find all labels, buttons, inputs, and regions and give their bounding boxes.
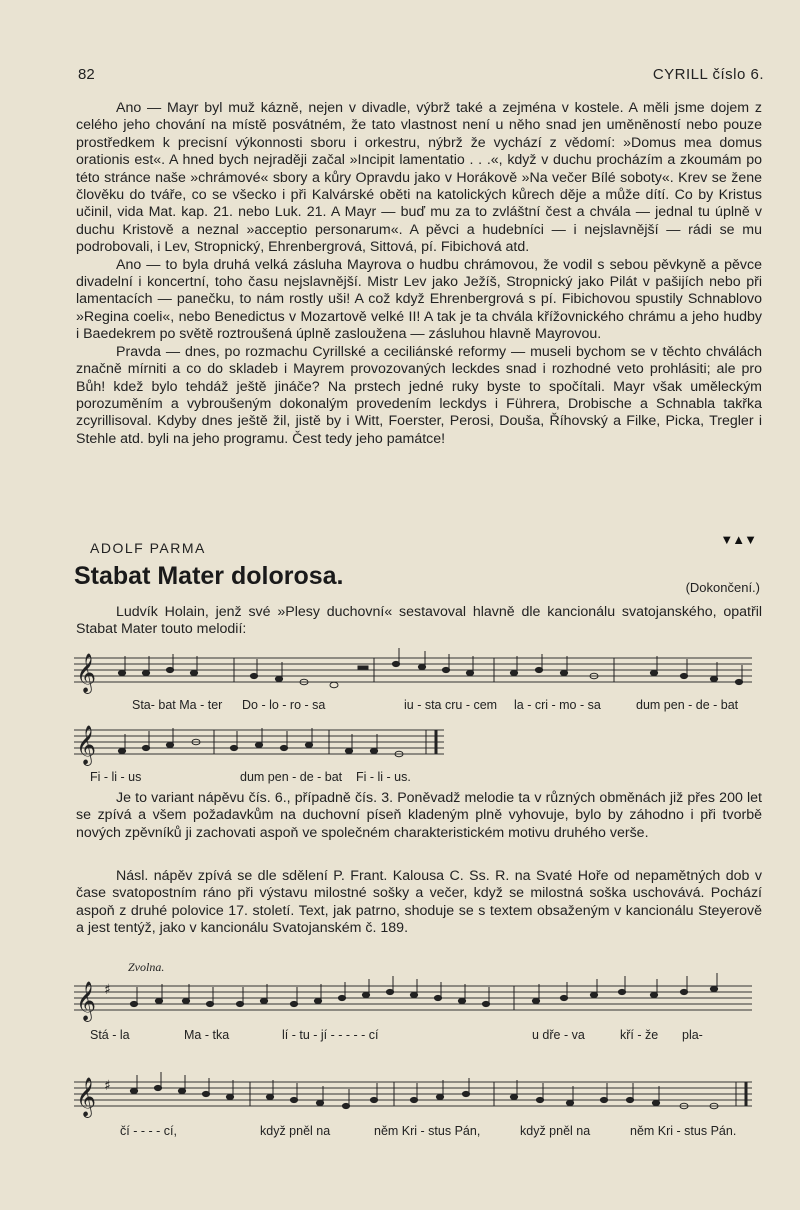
sharp-key-signature-icon: ♯ <box>104 1078 111 1094</box>
lyric-syllables: Ma - tka <box>184 1028 230 1042</box>
lyric-syllables: pla- <box>682 1028 703 1042</box>
tempo-marking: Zvolna. <box>128 960 165 974</box>
music-staff-4 <box>74 1068 754 1118</box>
lyric-syllables: když pněl na <box>520 1124 591 1138</box>
lyric-syllables: něm Kri - stus Pán, <box>374 1124 481 1138</box>
article1-paragraph: Ano — to byla druhá velká zásluha Mayrova o hudbu chrámovou, že vodil s sebou pěvkyně a pěvce divadelní i koncertní, toho času nejslavnější. Mistr Lev jako Ježíš, Stropnický jako Pilát v pašijích nebo při lamentacích — panečku, to nám rostly uši! A což když Ehrenbergrová s pí. Fibichovou spustily Schnablovo »Regina coeli«, nebo Benedictus v Mozartově velké II! A tak je ta chvála křížovnického chrámu a jeho hudby i Baedekrem po světě roztroušená úplně zasloužena — zásluhou hlavně Mayrovou. <box>76 256 762 343</box>
lyric-syllables: dum pen - de - bat <box>636 698 739 712</box>
lyric-syllables: čí - - - - cí, <box>120 1124 177 1138</box>
treble-clef-icon: 𝄞 <box>76 981 97 1021</box>
lyric-syllables: la - cri - mo - sa <box>514 698 601 712</box>
source-paragraph: Násl. nápěv zpívá se dle sdělení P. Frant. Kalousa C. Ss. R. na Svaté Hoře od nepamětných dob v čase svatopostním ráno při výstavu milostné sošky a večer, když se milostná soška uschovává. Pochází aspoň z druhé polovice 17. století. Text, jak patrno, shoduje se s textem obsaženým v kancionálu Steyerově a jest tentýž, jako v kancionálu Svatojanském č. 189. <box>76 868 762 937</box>
running-title: CYRILL číslo 6. <box>652 66 764 83</box>
lyrics-line <box>74 770 754 786</box>
lyric-syllables: u dře - va <box>532 1028 585 1042</box>
lyric-syllables: když pněl na <box>260 1124 331 1138</box>
paragraph-source-block <box>76 868 762 938</box>
article1-paragraph: Ano — Mayr byl muž kázně, nejen v divadle, výbrž také a zejména v kostele. A měli jsme dojem z celého jeho chování na místě posvátném, že tato vlastnost není u něho snad jen uměněností nebo pouze prostředkem k precisní výkonnosti sboru i orkestru, nýbrž že vychází z vědomí: »Domus mea domus orationis est«. A hned bych nejraději začal »Incipit lamentatio . . .«, když v duchu procházím a zkoumám po této stránce naše »chrámové« sbory a kůry Opravdu jako v Horákově »Na večer Bílé soboty«. Krev se žene člověku do tváře, co se všecko i při Kalvárské oběti na katolických kůrech děje a může dítí. Co by Kristus učinil, vida Mat. kap. 21. nebo Luk. 21. A Mayr — buď mu za to zvláštní čest a chvála — jednal tu úplně v duchu Kristově a neznal »acceptio personarum«. A pěvci a hudebníci — i nejslavnější — rádi se mu podrobovali, i Lev, Stropnický, Ehrenbergrová, Sittová, pí. Fibichová atd. <box>76 100 762 256</box>
page-header <box>78 66 764 90</box>
ornament-glyph: ▼▲▼ <box>720 532 756 547</box>
lyrics-line <box>74 1028 754 1044</box>
lyrics-line <box>74 1124 754 1140</box>
variant-paragraph: Je to variant nápěvu čís. 6., případně čís. 3. Poněvadž melodie ta v různých obměnách již přes 200 let se zpívá a všem požadavkům na duchovní píseň kladeným plně vyhovuje, bylo by záhodno i při tvorbě nových zpěvníků ji zachovati aspoň ve společném charakteristickém motivu druhého verše. <box>76 790 762 841</box>
music-staff-2 <box>74 716 754 766</box>
lyric-syllables: Sta- bat Ma - ter <box>132 698 223 712</box>
lyric-syllables: Stá - la <box>90 1028 130 1042</box>
lyric-syllables: Fi - li - us <box>90 770 142 784</box>
sharp-key-signature-icon: ♯ <box>104 982 111 998</box>
article1-paragraph: Pravda — dnes, po rozmachu Cyrillské a ceciliánské reformy — museli bychom se v těchto chválách značně mírniti a co do skladeb i Mayrem provozovaných leckdes snad i rozhodné veto prohlásiti; ale pro Bůh! kdež bylo tehdáž ještě jináče? Na prstech jedné ruky byste to spočítali. Mayr však uměleckým porozuměním a vybroušeným dokonalým provedením leckdys i Führera, Drobische a Schnabla takřka zcyrillisoval. Kdyby dnes ještě žil, jistě by i Witt, Foerster, Perosi, Douša, Říhovský a Filke, Picka, Tregler i Stehle atd. byli na jeho programu. Čest tedy jeho památce! <box>76 343 762 447</box>
lyric-syllables: iu - sta cru - cem <box>404 698 498 712</box>
intro-paragraph: Ludvík Holain, jenž své »Plesy duchovní« sestavoval hlavně dle kancionálu svatojanského, opatřil Stabat Mater touto melodií: <box>76 604 762 638</box>
lyric-syllables: něm Kri - stus Pán. <box>630 1124 737 1138</box>
article1-body <box>76 100 762 448</box>
treble-clef-icon: 𝄞 <box>76 1077 97 1117</box>
lyrics-line <box>74 698 754 714</box>
treble-clef-icon: 𝄞 <box>76 725 97 765</box>
intro-paragraph-block <box>76 604 762 639</box>
lyric-syllables: dum pen - de - bat <box>240 770 343 784</box>
lyric-syllables: Fi - li - us. <box>356 770 411 784</box>
continuation-note: (Dokončení.) <box>685 580 760 595</box>
article-author: ADOLF PARMA <box>90 540 206 556</box>
treble-clef-icon: 𝄞 <box>76 653 97 693</box>
music-staff-1 <box>74 644 754 694</box>
lyric-syllables: Do - lo - ro - sa <box>242 698 326 712</box>
lyric-syllables: lí - tu - jí - - - - - cí <box>282 1028 379 1042</box>
article-title: Stabat Mater dolorosa. <box>74 562 344 590</box>
music-staff-3 <box>74 972 754 1022</box>
paragraph-variant-block <box>76 790 762 842</box>
lyric-syllables: kří - že <box>620 1028 659 1042</box>
page-number: 82 <box>78 66 95 83</box>
